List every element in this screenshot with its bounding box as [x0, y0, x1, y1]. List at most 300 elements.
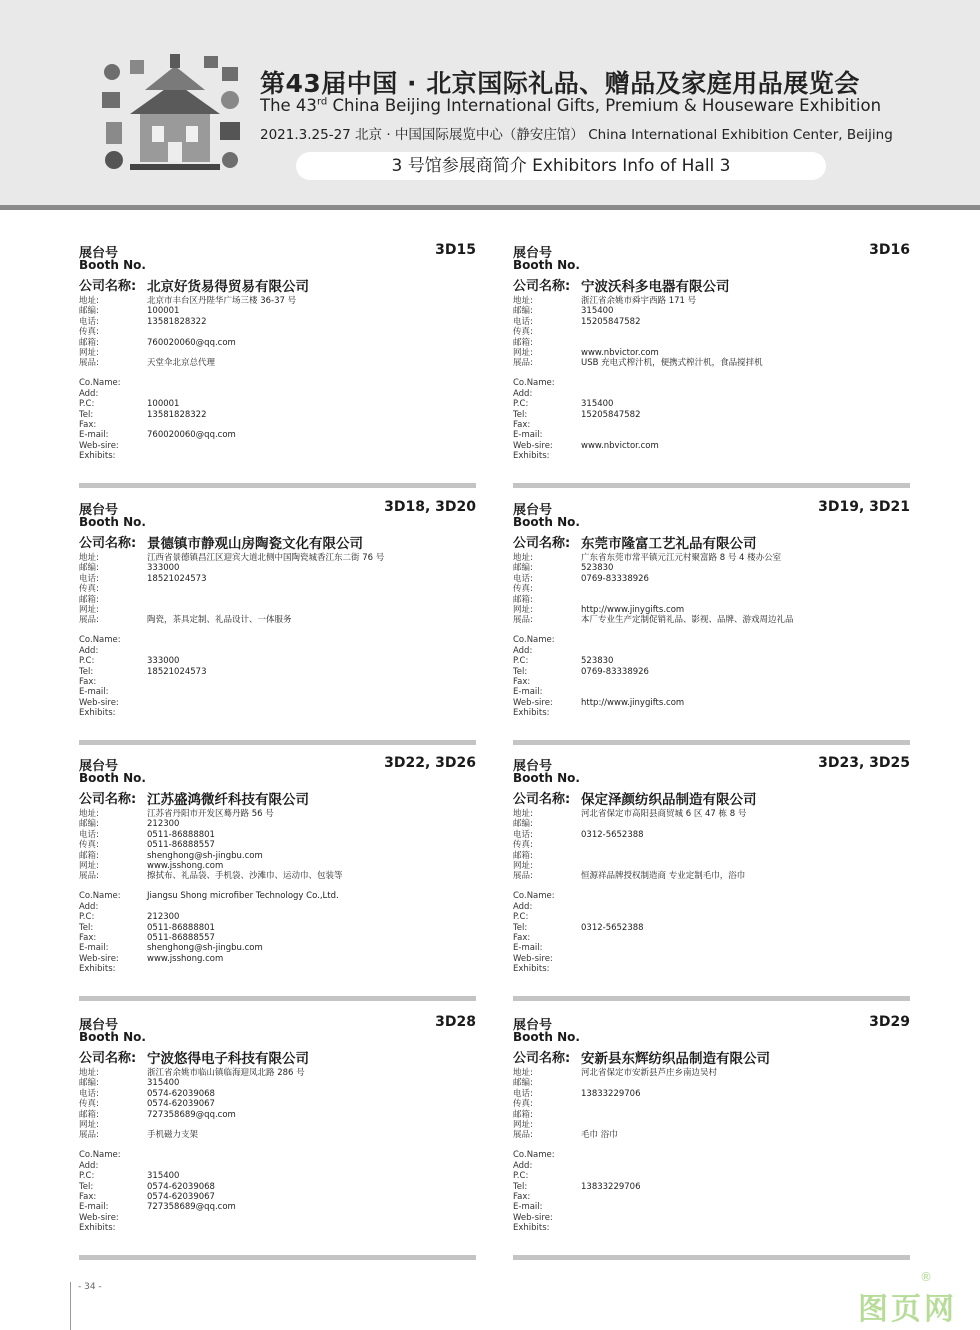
- detail-row-pc: [79, 656, 476, 666]
- detail-row-fax: [513, 327, 910, 337]
- detail-row-exhibits: [79, 1130, 476, 1140]
- detail-label: Web-sire:: [79, 1212, 119, 1223]
- detail-row-phone: [79, 574, 476, 584]
- detail-value: 0769-83338926: [581, 666, 649, 677]
- detail-value: 恒源祥品牌授权制造商 专业定制毛巾，浴巾: [581, 871, 746, 882]
- detail-value: 333000: [147, 563, 180, 574]
- detail-row-add: [79, 646, 476, 656]
- detail-label: Tel:: [79, 1181, 94, 1192]
- detail-label: 展品:: [79, 615, 99, 626]
- detail-label: 地址:: [79, 809, 99, 819]
- booth-label-en: Booth No.: [79, 771, 146, 785]
- entry-divider: [513, 740, 910, 745]
- exhibitor-entry: [513, 499, 910, 755]
- detail-row-add: [79, 389, 476, 399]
- detail-value: 天堂伞北京总代理: [147, 358, 216, 369]
- detail-label: 展品:: [79, 358, 99, 369]
- page-header: [0, 0, 980, 205]
- detail-value: 0574-62039068: [147, 1088, 215, 1099]
- detail-row-address: [79, 553, 476, 563]
- entry-divider: [79, 996, 476, 1001]
- detail-row-pc: [513, 399, 910, 409]
- detail-row-address: [79, 296, 476, 306]
- detail-row-email: [513, 595, 910, 605]
- company-label: 公司名称:: [79, 279, 137, 294]
- detail-row-add: [513, 902, 910, 912]
- detail-row-exhibits: [513, 358, 910, 368]
- detail-label: 邮编:: [513, 819, 533, 830]
- detail-row-website-en: [513, 1213, 910, 1223]
- booth-label-cn: 展台号: [513, 1018, 553, 1033]
- detail-row-fax: [513, 1099, 910, 1109]
- booth-label-cn: 展台号: [513, 759, 553, 774]
- detail-label: Exhibits:: [513, 964, 550, 975]
- detail-label: E-mail:: [79, 943, 109, 954]
- detail-row-postcode: [513, 306, 910, 316]
- detail-row-exhibits-en: [513, 964, 910, 974]
- detail-label: Exhibits:: [79, 964, 116, 975]
- exhibition-title-en: [260, 96, 881, 115]
- detail-row-postcode: [79, 563, 476, 573]
- detail-value[interactable]: http://www.jinygifts.com: [581, 604, 685, 615]
- detail-label: Fax:: [79, 1191, 97, 1202]
- detail-row-fax-en: [513, 420, 910, 430]
- detail-value: 广东省东莞市常平镇元江元村聚富路 8 号 4 楼办公室: [581, 553, 782, 563]
- detail-row-exhibits: [513, 1130, 910, 1140]
- detail-value[interactable]: 727358689@qq.com: [147, 1202, 236, 1213]
- detail-label: 邮编:: [79, 563, 99, 574]
- company-label: 公司名称:: [513, 536, 571, 551]
- detail-row-postcode: [79, 1078, 476, 1088]
- detail-label: E-mail:: [513, 687, 543, 698]
- detail-label: Fax:: [513, 419, 531, 430]
- detail-value: 315400: [581, 306, 614, 317]
- detail-value: 0574-62039067: [147, 1099, 215, 1110]
- detail-value: 江西省景德镇昌江区迎宾大道北侧中国陶瓷城香江东二街 76 号: [147, 553, 385, 563]
- detail-value: 浙江省余姚市临山镇临海迎凤北路 286 号: [147, 1068, 305, 1078]
- hall-banner: 3 号馆参展商简介 Exhibitors Info of Hall 3: [296, 152, 826, 180]
- company-label: 公司名称:: [79, 1051, 137, 1066]
- booth-label-en: Booth No.: [79, 515, 146, 529]
- detail-label: P.C:: [79, 399, 95, 410]
- detail-label: Co.Name:: [513, 891, 555, 902]
- detail-label: Co.Name:: [79, 635, 121, 646]
- detail-row-exhibits: [513, 871, 910, 881]
- detail-label: Add:: [513, 1160, 533, 1171]
- detail-label: 传真:: [79, 327, 99, 338]
- section-spacer: [79, 1141, 476, 1151]
- booth-label-en: Booth No.: [79, 1030, 146, 1044]
- detail-row-email-en: [513, 687, 910, 697]
- detail-label: Web-sire:: [513, 953, 553, 964]
- title-en-ordinal: rd: [316, 96, 328, 108]
- detail-row-email-en: [513, 943, 910, 953]
- detail-value: 100001: [147, 306, 180, 317]
- detail-row-pc: [513, 912, 910, 922]
- booth-number: 3D16: [869, 242, 910, 258]
- detail-row-tel: [79, 923, 476, 933]
- detail-label: Add:: [513, 901, 533, 912]
- detail-label: 电话:: [513, 1088, 533, 1099]
- detail-value[interactable]: 760020060@qq.com: [147, 337, 236, 348]
- company-label: 公司名称:: [513, 792, 571, 807]
- detail-label: P.C:: [513, 1171, 529, 1182]
- detail-row-pc: [513, 1171, 910, 1181]
- detail-row-pc: [79, 912, 476, 922]
- detail-value: 手机磁力支架: [147, 1130, 199, 1141]
- booth-label-en: Booth No.: [513, 1030, 580, 1044]
- section-spacer: [513, 626, 910, 636]
- detail-value[interactable]: 727358689@qq.com: [147, 1109, 236, 1120]
- detail-row-phone: [513, 574, 910, 584]
- detail-row-email: [79, 1110, 476, 1120]
- detail-label: 邮箱:: [513, 850, 533, 861]
- booth-label-en: Booth No.: [513, 258, 580, 272]
- detail-row-website-en: [513, 698, 910, 708]
- detail-label: 邮编:: [513, 306, 533, 317]
- detail-value: 河北省保定市高阳县商贸城 6 区 47 栋 8 号: [581, 809, 747, 819]
- detail-row-website-en: [513, 441, 910, 451]
- section-spacer: [513, 1141, 910, 1151]
- detail-row-fax: [79, 584, 476, 594]
- detail-row-co-name: [513, 1150, 910, 1160]
- detail-row-exhibits-en: [513, 451, 910, 461]
- detail-row-co-name: [79, 635, 476, 645]
- detail-value[interactable]: shenghong@sh-jingbu.com: [147, 850, 263, 861]
- detail-row-email: [513, 1110, 910, 1120]
- detail-label: 网址:: [79, 860, 99, 871]
- detail-value: 本厂专业生产定制促销礼品、影视、品牌、游戏周边礼品: [581, 615, 794, 626]
- detail-label: Co.Name:: [79, 378, 121, 389]
- detail-value: 100001: [147, 399, 180, 410]
- detail-row-email: [79, 595, 476, 605]
- detail-row-pc: [79, 399, 476, 409]
- detail-label: Fax:: [79, 676, 97, 687]
- detail-row-exhibits: [513, 615, 910, 625]
- detail-label: 电话:: [79, 829, 99, 840]
- detail-label: P.C:: [513, 656, 529, 667]
- detail-value: 0312-5652388: [581, 922, 644, 933]
- booth-label-en: Booth No.: [513, 515, 580, 529]
- detail-label: 邮编:: [79, 1078, 99, 1089]
- detail-row-phone: [79, 830, 476, 840]
- detail-row-exhibits-en: [513, 708, 910, 718]
- detail-label: 邮箱:: [513, 337, 533, 348]
- detail-label: Tel:: [79, 922, 94, 933]
- detail-label: Web-sire:: [513, 697, 553, 708]
- detail-row-add: [79, 902, 476, 912]
- detail-row-email-en: [79, 687, 476, 697]
- detail-label: 电话:: [79, 316, 99, 327]
- detail-label: Co.Name:: [513, 378, 555, 389]
- detail-row-co-name: [79, 378, 476, 388]
- company-name: 宁波悠得电子科技有限公司: [147, 1051, 309, 1067]
- detail-row-address: [79, 809, 476, 819]
- detail-row-postcode: [513, 819, 910, 829]
- detail-label: P.C:: [79, 912, 95, 923]
- detail-row-exhibits-en: [79, 964, 476, 974]
- detail-label: 网址:: [79, 604, 99, 615]
- detail-label: 展品:: [513, 358, 533, 369]
- detail-row-co-name: [513, 635, 910, 645]
- detail-label: 网址:: [79, 347, 99, 358]
- entry-divider: [79, 740, 476, 745]
- contact-details: [79, 1068, 476, 1233]
- booth-label-cn: 展台号: [79, 246, 119, 261]
- detail-label: 邮编:: [79, 819, 99, 830]
- detail-value[interactable]: http://www.jinygifts.com: [581, 697, 685, 708]
- detail-label: Co.Name:: [79, 1150, 121, 1161]
- detail-label: P.C:: [79, 656, 95, 667]
- detail-value: 315400: [147, 1171, 180, 1182]
- detail-row-website: [79, 605, 476, 615]
- company-label: 公司名称:: [513, 1051, 571, 1066]
- detail-label: 地址:: [513, 296, 533, 306]
- detail-row-address: [513, 296, 910, 306]
- detail-value: 315400: [147, 1078, 180, 1089]
- detail-row-fax: [513, 840, 910, 850]
- detail-label: Add:: [513, 388, 533, 399]
- entry-divider: [79, 1255, 476, 1260]
- detail-label: 邮编:: [79, 306, 99, 317]
- company-label: 公司名称:: [79, 536, 137, 551]
- booth-number: 3D28: [435, 1014, 476, 1030]
- detail-value: 0511-86888557: [147, 840, 215, 851]
- exhibition-date-venue: 2021.3.25-27 北京 · 中国国际展览中心（静安庄馆） China International Exhibition Center, Beijing: [260, 127, 893, 143]
- detail-row-phone: [513, 317, 910, 327]
- booth-number: 3D19, 3D21: [818, 499, 910, 515]
- detail-label: 电话:: [513, 573, 533, 584]
- detail-value[interactable]: www.nbvictor.com: [581, 440, 659, 451]
- detail-label: Fax:: [513, 676, 531, 687]
- detail-row-website: [79, 1120, 476, 1130]
- detail-row-website: [513, 348, 910, 358]
- detail-label: 网址:: [513, 1119, 533, 1130]
- company-label: 公司名称:: [513, 279, 571, 294]
- exhibitor-entry: [513, 755, 910, 1011]
- detail-row-email: [79, 338, 476, 348]
- detail-row-fax-en: [513, 1192, 910, 1202]
- detail-row-email-en: [513, 1202, 910, 1212]
- detail-label: P.C:: [513, 912, 529, 923]
- detail-value: 0769-83338926: [581, 573, 649, 584]
- detail-label: Fax:: [513, 1191, 531, 1202]
- detail-label: Exhibits:: [513, 708, 550, 719]
- detail-row-website: [513, 605, 910, 615]
- detail-label: 展品:: [513, 1130, 533, 1141]
- detail-row-exhibits-en: [79, 451, 476, 461]
- detail-label: Exhibits:: [513, 451, 550, 462]
- detail-value: 0511-86888801: [147, 922, 215, 933]
- detail-label: 传真:: [513, 1099, 533, 1110]
- detail-row-tel: [513, 923, 910, 933]
- booth-label-cn: 展台号: [79, 1018, 119, 1033]
- detail-label: Co.Name:: [79, 891, 121, 902]
- detail-label: Fax:: [513, 932, 531, 943]
- detail-label: 展品:: [79, 1130, 99, 1141]
- company-name: 景德镇市静观山房陶瓷文化有限公司: [147, 536, 363, 552]
- detail-value: 13581828322: [147, 316, 207, 327]
- detail-row-phone: [513, 830, 910, 840]
- detail-row-tel: [513, 1182, 910, 1192]
- detail-label: Web-sire:: [79, 953, 119, 964]
- detail-value: 13581828322: [147, 409, 207, 420]
- contact-details: [79, 553, 476, 718]
- detail-label: E-mail:: [513, 430, 543, 441]
- booth-label-cn: 展台号: [513, 503, 553, 518]
- detail-label: Fax:: [79, 419, 97, 430]
- detail-value: 浙江省余姚市舜宇西路 171 号: [581, 296, 697, 306]
- detail-row-phone: [513, 1089, 910, 1099]
- detail-value: 江苏省丹阳市开发区蓦丹路 56 号: [147, 809, 274, 819]
- detail-label: Exhibits:: [79, 1223, 116, 1234]
- entry-divider: [513, 1255, 910, 1260]
- detail-label: 地址:: [513, 553, 533, 563]
- detail-value[interactable]: 760020060@qq.com: [147, 430, 236, 441]
- detail-row-pc: [79, 1171, 476, 1181]
- contact-details: [513, 553, 910, 718]
- registered-mark-icon: ®: [920, 1270, 932, 1284]
- detail-row-fax: [79, 1099, 476, 1109]
- entry-divider: [513, 996, 910, 1001]
- detail-row-website-en: [79, 954, 476, 964]
- detail-label: P.C:: [79, 1171, 95, 1182]
- margin-line: [70, 1282, 71, 1330]
- detail-label: 地址:: [79, 553, 99, 563]
- detail-value: 15205847582: [581, 409, 641, 420]
- booth-number: 3D29: [869, 1014, 910, 1030]
- detail-label: E-mail:: [513, 943, 543, 954]
- detail-label: Tel:: [513, 409, 528, 420]
- detail-value: 13833229706: [581, 1088, 641, 1099]
- detail-label: 展品:: [513, 871, 533, 882]
- detail-row-phone: [79, 317, 476, 327]
- detail-value: 18521024573: [147, 666, 207, 677]
- detail-row-tel: [79, 1182, 476, 1192]
- exhibition-logo-icon: [100, 52, 245, 177]
- watermark: 图页网: [858, 1292, 957, 1327]
- detail-value: 0312-5652388: [581, 829, 644, 840]
- detail-label: 电话:: [79, 573, 99, 584]
- detail-label: 网址:: [513, 604, 533, 615]
- detail-value: 北京市丰台区丹陛华广场三楼 36-37 号: [147, 296, 297, 306]
- detail-label: Co.Name:: [513, 635, 555, 646]
- detail-row-address: [513, 1068, 910, 1078]
- header-divider: [0, 205, 980, 210]
- detail-value: 擦拭布、礼品袋、手机袋、沙滩巾、运动巾、包装等: [147, 871, 343, 882]
- detail-row-tel: [79, 410, 476, 420]
- detail-label: Web-sire:: [513, 440, 553, 451]
- detail-row-exhibits: [79, 615, 476, 625]
- booth-label-cn: 展台号: [513, 246, 553, 261]
- detail-value[interactable]: shenghong@sh-jingbu.com: [147, 943, 263, 954]
- detail-value: 0574-62039068: [147, 1181, 215, 1192]
- detail-label: 地址:: [513, 1068, 533, 1078]
- detail-label: Tel:: [513, 1181, 528, 1192]
- detail-value: USB 充电式榨汁机，便携式榨汁机，食品搅拌机: [581, 358, 763, 369]
- detail-value: Jiangsu Shong microfiber Technology Co.,Ltd.: [147, 891, 339, 902]
- detail-label: 传真:: [79, 840, 99, 851]
- company-name: 东莞市隆富工艺礼品有限公司: [581, 536, 757, 552]
- detail-label: 传真:: [513, 327, 533, 338]
- detail-label: Tel:: [513, 922, 528, 933]
- detail-label: Tel:: [79, 666, 94, 677]
- detail-row-postcode: [513, 563, 910, 573]
- detail-value[interactable]: www.nbvictor.com: [581, 347, 659, 358]
- detail-row-exhibits-en: [79, 708, 476, 718]
- detail-value[interactable]: www.jsshong.com: [147, 860, 224, 871]
- detail-label: P.C:: [513, 399, 529, 410]
- detail-row-fax-en: [79, 1192, 476, 1202]
- contact-details: [513, 809, 910, 974]
- booth-number: 3D22, 3D26: [384, 755, 476, 771]
- detail-label: 传真:: [513, 584, 533, 595]
- contact-details: [513, 1068, 910, 1233]
- detail-label: 传真:: [79, 584, 99, 595]
- detail-label: 邮箱:: [513, 1109, 533, 1120]
- detail-row-website-en: [79, 441, 476, 451]
- detail-row-website-en: [79, 1213, 476, 1223]
- detail-value: 15205847582: [581, 316, 641, 327]
- detail-label: 地址:: [79, 1068, 99, 1078]
- detail-row-email: [513, 851, 910, 861]
- detail-label: 邮编:: [513, 563, 533, 574]
- section-spacer: [513, 369, 910, 379]
- detail-row-co-name: [513, 891, 910, 901]
- detail-row-email: [513, 338, 910, 348]
- detail-row-fax-en: [513, 933, 910, 943]
- detail-value: 0574-62039067: [147, 1191, 215, 1202]
- title-en-suffix: China Beijing International Gifts, Premium & Houseware Exhibition: [327, 96, 882, 115]
- detail-row-fax-en: [79, 420, 476, 430]
- detail-row-exhibits-en: [79, 1223, 476, 1233]
- detail-value: 212300: [147, 912, 180, 923]
- exhibitor-entry: [79, 755, 476, 1011]
- detail-label: 电话:: [79, 1088, 99, 1099]
- detail-label: 展品:: [79, 871, 99, 882]
- page-number: - 34 -: [78, 1282, 102, 1292]
- detail-label: E-mail:: [79, 430, 109, 441]
- detail-label: Add:: [513, 645, 533, 656]
- detail-row-fax-en: [513, 677, 910, 687]
- detail-label: Add:: [79, 901, 99, 912]
- detail-label: Web-sire:: [513, 1212, 553, 1223]
- detail-row-website: [513, 861, 910, 871]
- detail-value[interactable]: www.jsshong.com: [147, 953, 224, 964]
- detail-row-website: [79, 861, 476, 871]
- detail-value: 18521024573: [147, 573, 207, 584]
- detail-row-email-en: [79, 1202, 476, 1212]
- detail-row-website: [79, 348, 476, 358]
- detail-label: Web-sire:: [79, 697, 119, 708]
- company-name: 宁波沃科多电器有限公司: [581, 279, 730, 295]
- detail-row-tel: [79, 667, 476, 677]
- exhibitor-entry: [79, 499, 476, 755]
- detail-row-fax: [79, 327, 476, 337]
- detail-value: 0511-86888801: [147, 829, 215, 840]
- booth-label-cn: 展台号: [79, 503, 119, 518]
- detail-label: E-mail:: [79, 1202, 109, 1213]
- detail-label: 地址:: [79, 296, 99, 306]
- exhibition-title-cn: 第43届中国 · 北京国际礼品、赠品及家庭用品展览会: [260, 69, 860, 98]
- detail-row-tel: [513, 410, 910, 420]
- section-spacer: [79, 369, 476, 379]
- detail-value: 523830: [581, 656, 614, 667]
- detail-row-add: [513, 389, 910, 399]
- exhibitor-entry: [513, 242, 910, 498]
- detail-row-email: [79, 851, 476, 861]
- detail-label: 邮编:: [513, 1078, 533, 1089]
